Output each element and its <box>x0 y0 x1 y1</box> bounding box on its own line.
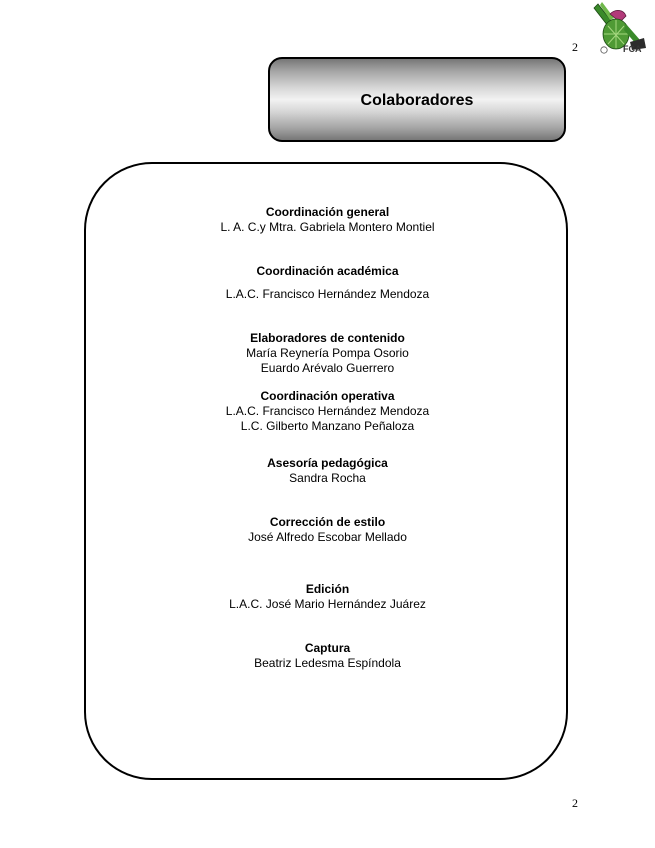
credit-name: María Reynería Pompa Osorio <box>246 346 409 360</box>
title-box <box>268 57 566 142</box>
credit-name: Euardo Arévalo Guerrero <box>260 361 395 375</box>
credit-name: José Alfredo Escobar Mellado <box>248 530 407 544</box>
svg-text:FCA: FCA <box>623 44 642 54</box>
credit-name: L.A.C. Francisco Hernández Mendoza <box>225 287 430 301</box>
section-heading: Elaboradores de contenido <box>250 331 405 345</box>
credit-name: L. A. C.y Mtra. Gabriela Montero Montiel <box>220 220 435 234</box>
section-heading: Coordinación operativa <box>260 389 395 403</box>
section-coordinacion-operativa <box>0 389 655 434</box>
credit-name: Sandra Rocha <box>289 471 366 485</box>
section-heading: Coordinación académica <box>256 264 399 278</box>
section-elaboradores-contenido <box>0 331 655 376</box>
section-coordinacion-general <box>0 205 655 235</box>
credit-name: Beatriz Ledesma Espíndola <box>254 656 401 670</box>
section-heading: Captura <box>304 641 351 655</box>
fca-faculty-logo-icon <box>590 0 650 62</box>
page-title: Colaboradores <box>360 91 474 109</box>
section-captura <box>0 641 655 671</box>
credit-name: L.A.C. José Mario Hernández Juárez <box>229 597 426 611</box>
credit-name: L.A.C. Francisco Hernández Mendoza <box>225 404 430 418</box>
credit-name: L.C. Gilberto Manzano Peñaloza <box>240 419 415 433</box>
section-heading: Coordinación general <box>265 205 390 219</box>
section-coordinacion-academica <box>0 264 655 302</box>
section-asesoria-pedagogica <box>0 456 655 486</box>
section-heading: Edición <box>305 582 350 596</box>
section-heading: Asesoría pedagógica <box>267 456 388 470</box>
section-correccion-estilo <box>0 515 655 545</box>
page-number-top: 2 <box>572 40 578 54</box>
section-edicion <box>0 582 655 612</box>
page-number-bottom: 2 <box>572 796 578 810</box>
section-heading: Corrección de estilo <box>269 515 386 529</box>
